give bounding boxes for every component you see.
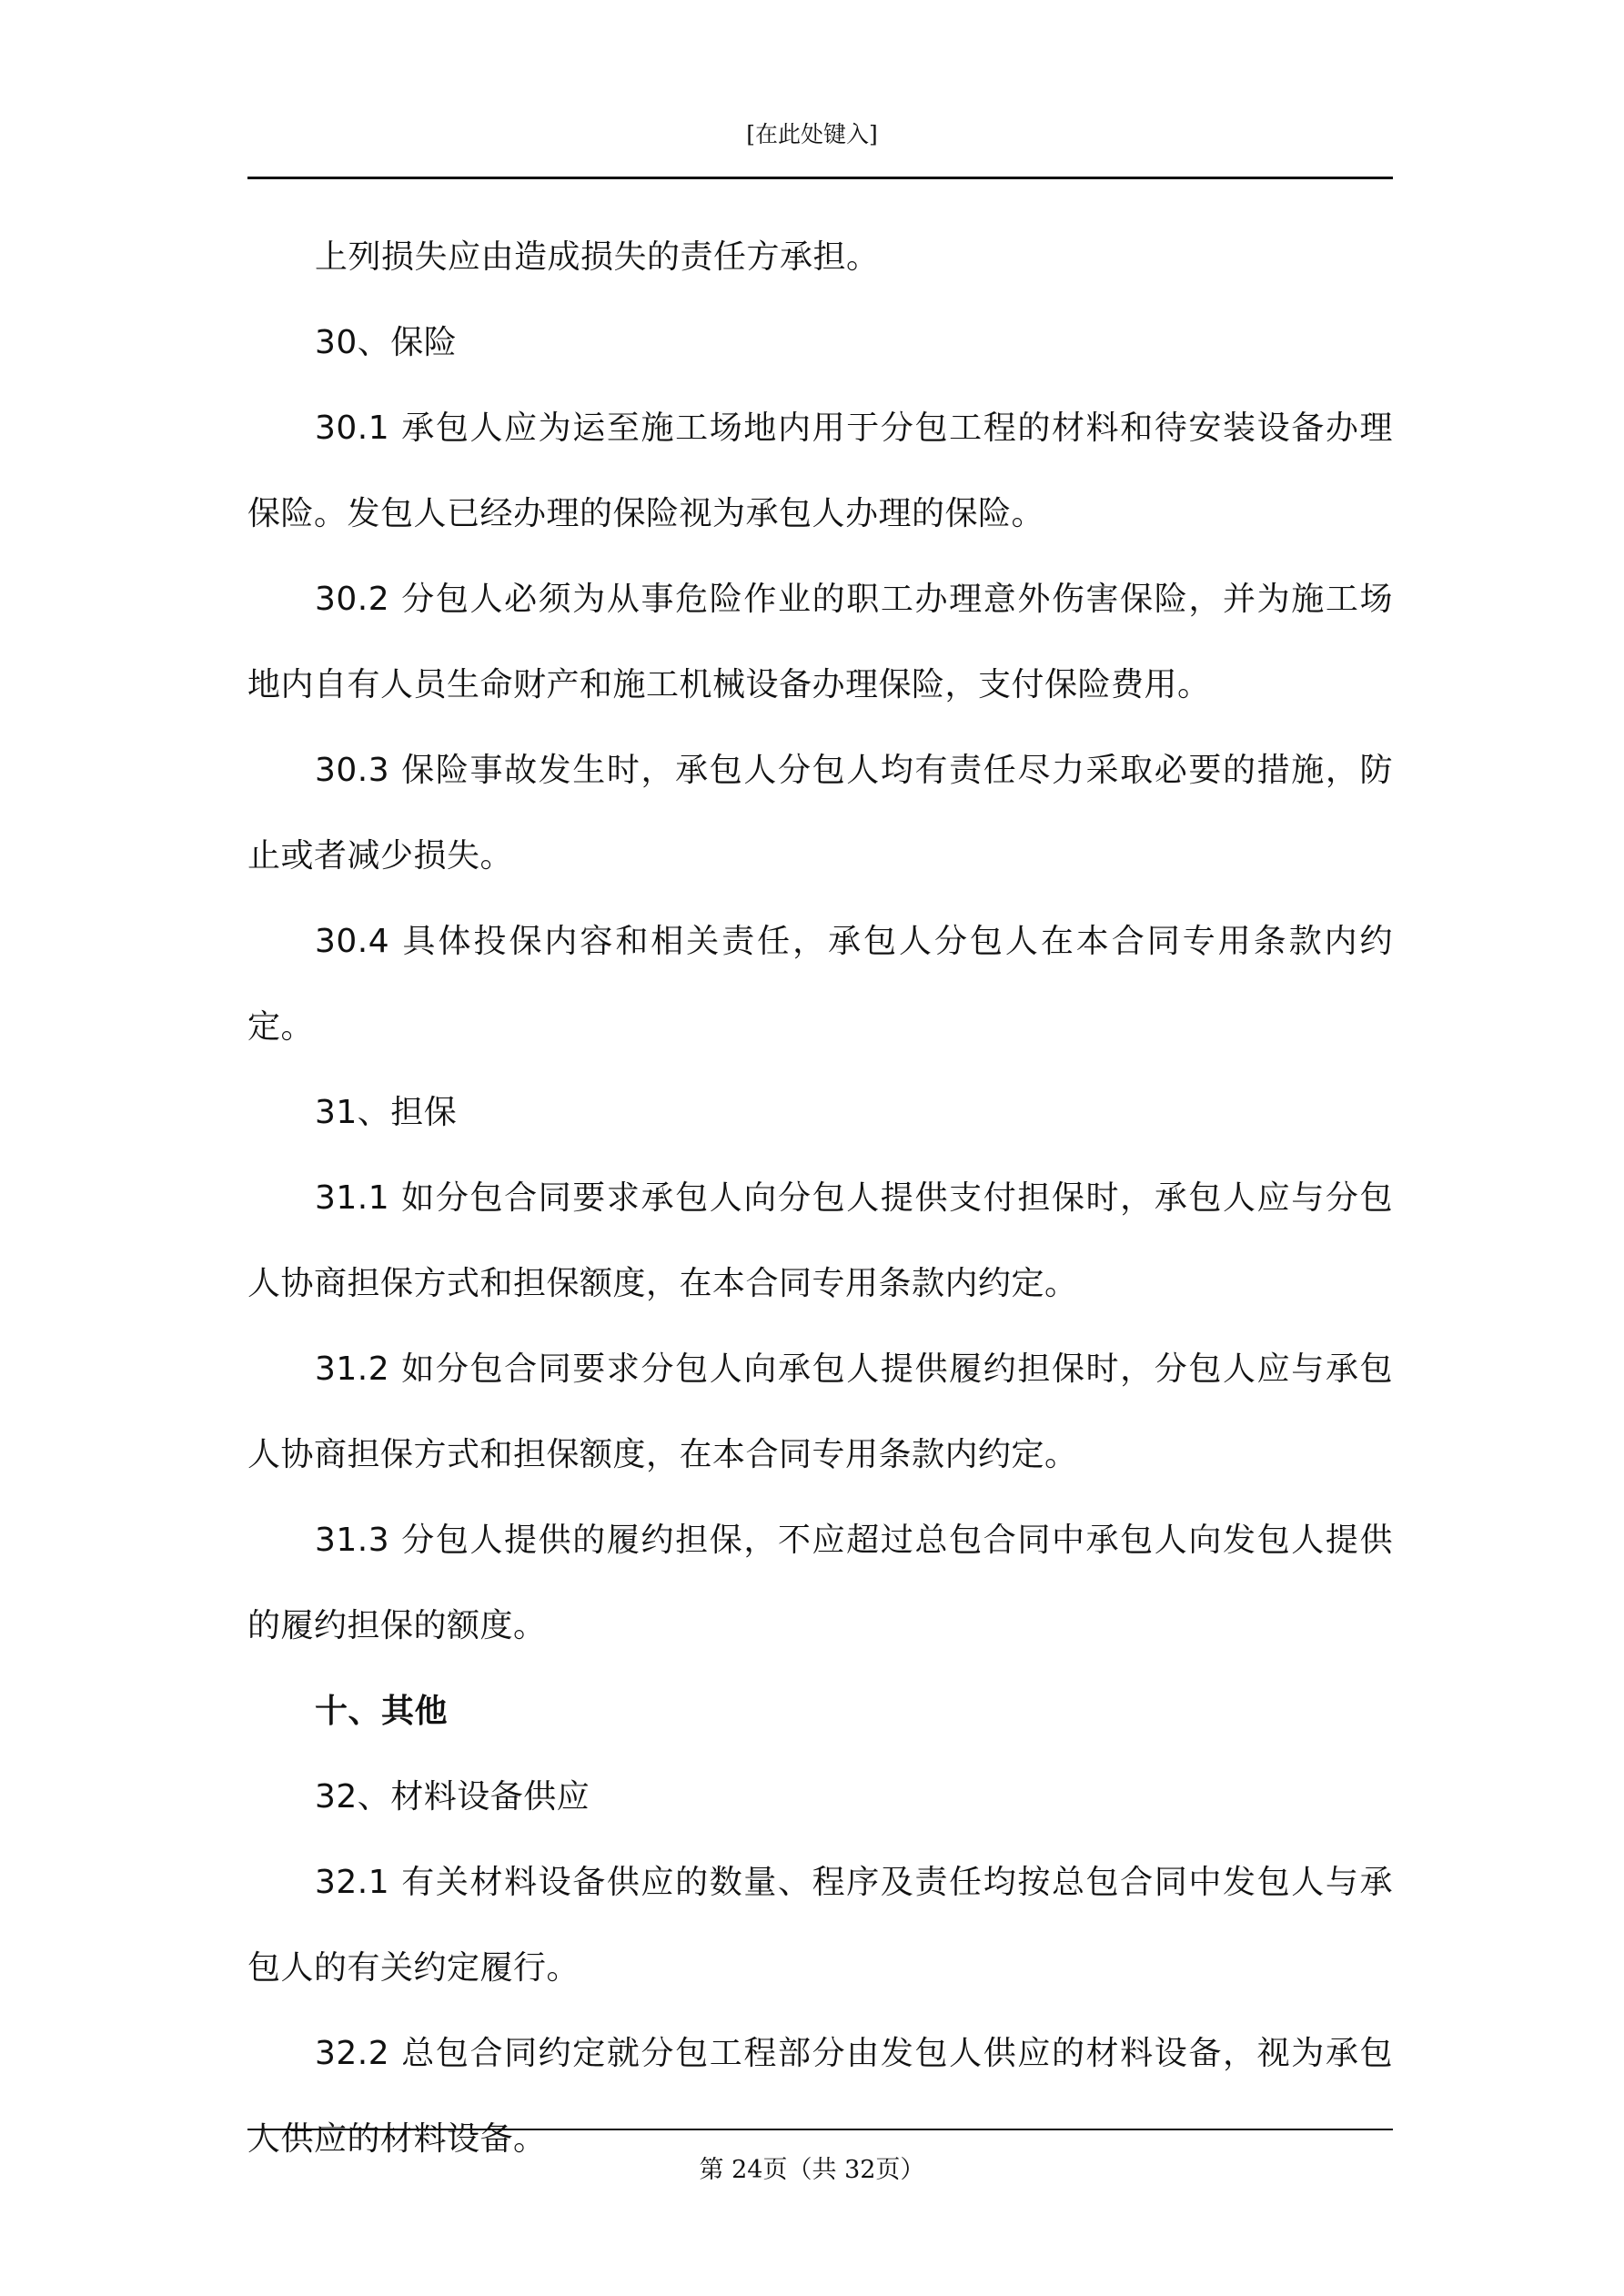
document-body [247,215,1393,2182]
footer-divider [247,2129,1393,2130]
section-heading: 31、担保 [315,1094,458,1131]
page-header: [在此处键入] [746,121,878,147]
clause-paragraph: 30.1 承包人应为运至施工场地内用于分包工程的材料和待安装设备办理保险。发包人已经办理的保险视为承包人办理的保险。 [247,410,1393,532]
section-heading: 32、材料设备供应 [315,1778,590,1816]
section-heading: 30、保险 [315,324,458,361]
page-footer: 第 24页（共 32页） [699,2156,925,2184]
header-divider [247,177,1393,179]
paragraph: 上列损失应由造成损失的责任方承担。 [315,238,880,276]
clause-paragraph: 31.1 如分包合同要求承包人向分包人提供支付担保时，承包人应与分包人协商担保方式和担保额度，在本合同专用条款内约定。 [247,1179,1393,1302]
clause-paragraph: 31.2 如分包合同要求分包人向承包人提供履约担保时，分包人应与承包人协商担保方式和担保额度，在本合同专用条款内约定。 [247,1350,1393,1473]
clause-paragraph: 30.2 分包人必须为从事危险作业的职工办理意外伤害保险，并为施工场地内自有人员生命财产和施工机械设备办理保险，支付保险费用。 [247,581,1393,703]
chapter-heading: 十、其他 [315,1693,449,1730]
clause-paragraph: 32.2 总包合同约定就分包工程部分由发包人供应的材料设备，视为承包人供应的材料设备。 [247,2035,1393,2158]
clause-paragraph: 31.3 分包人提供的履约担保，不应超过总包合同中承包人向发包人提供的履约担保的额度。 [247,1522,1393,1644]
clause-paragraph: 30.3 保险事故发生时，承包人分包人均有责任尽力采取必要的措施，防止或者减少损失。 [247,752,1393,875]
clause-paragraph: 32.1 有关材料设备供应的数量、程序及责任均按总包合同中发包人与承包人的有关约定履行。 [247,1864,1393,1987]
clause-paragraph: 30.4 具体投保内容和相关责任，承包人分包人在本合同专用条款内约定。 [247,923,1393,1046]
